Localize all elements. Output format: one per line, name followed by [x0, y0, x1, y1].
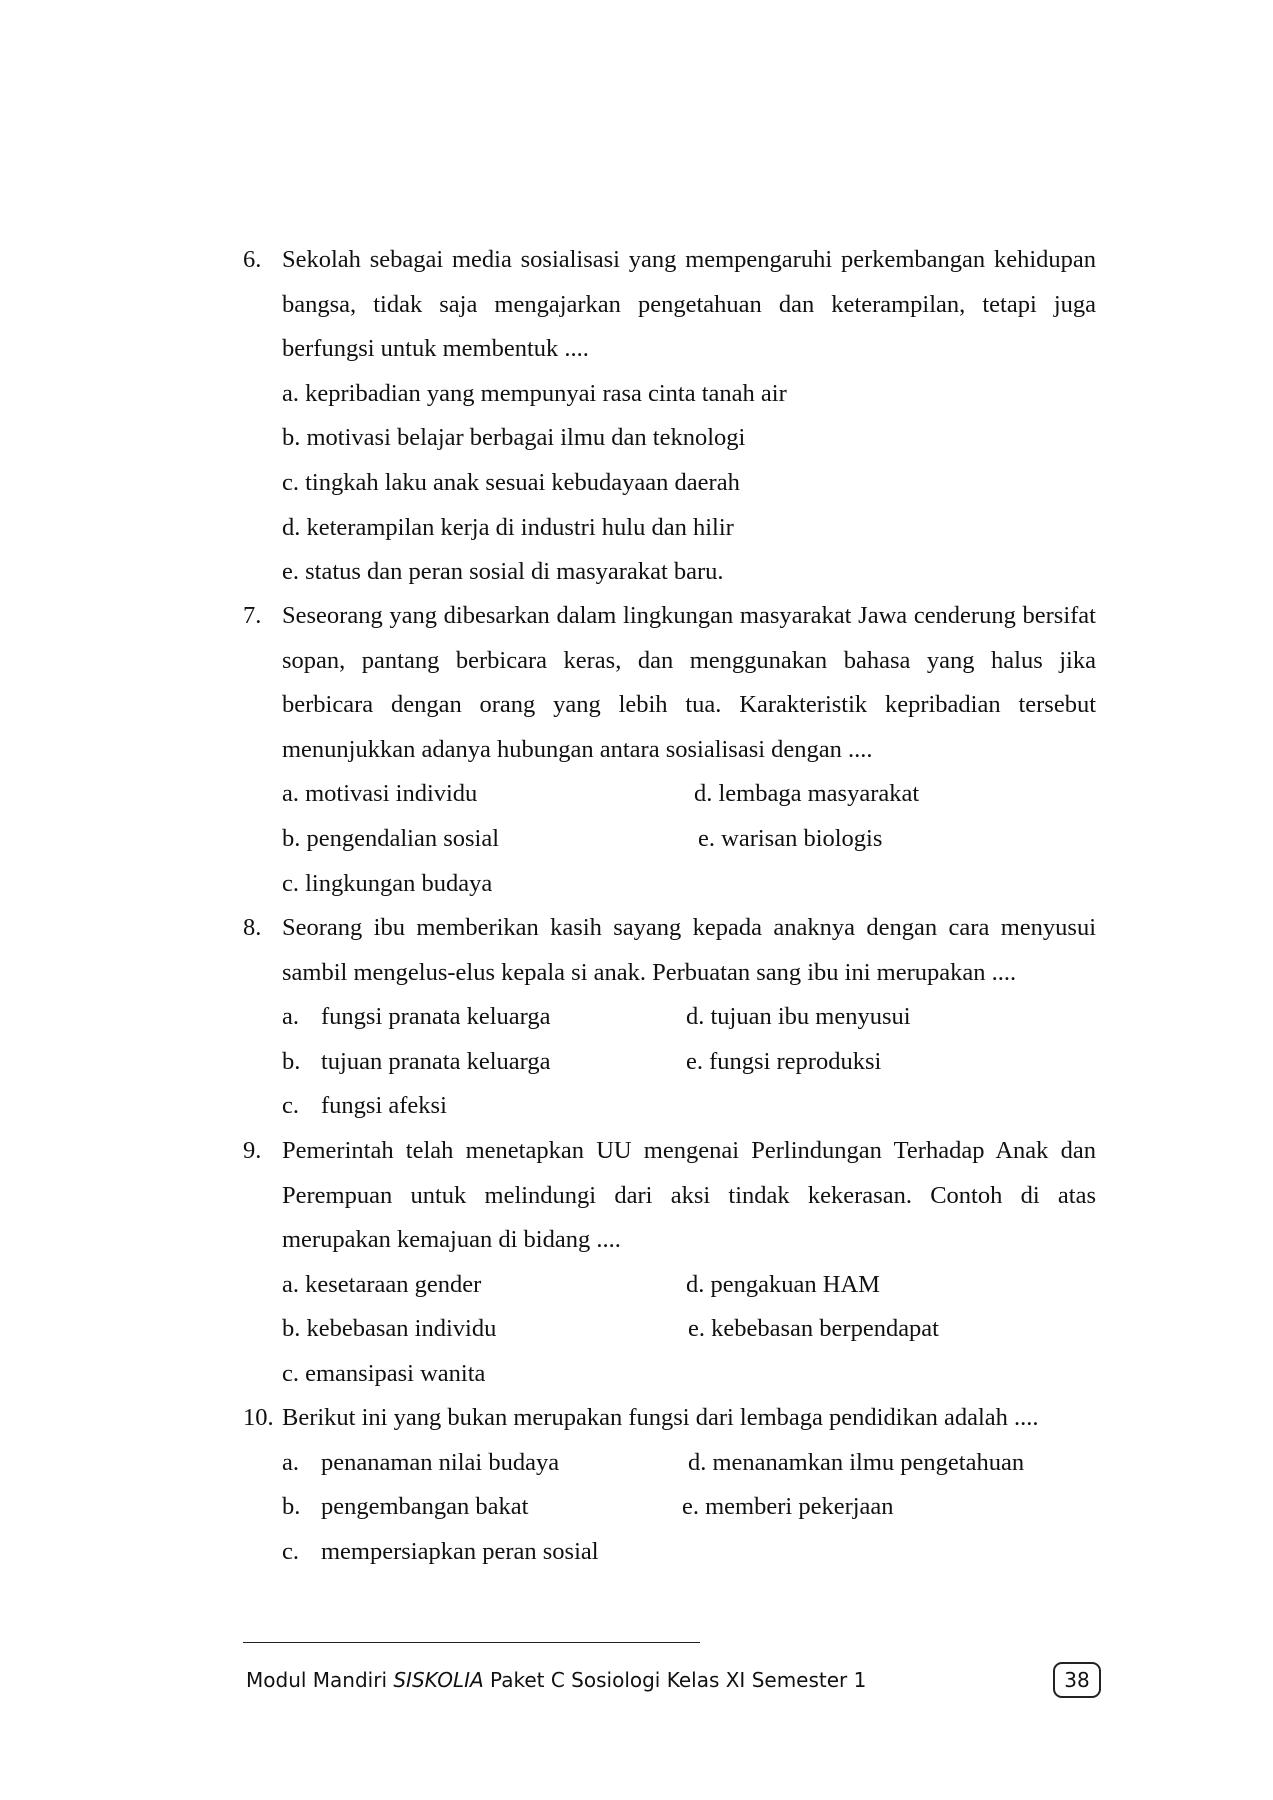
option-a: a. motivasi individu — [282, 780, 478, 808]
question-number: 7. — [243, 602, 262, 629]
option-c: c. tingkah laku anak sesuai kebudayaan daerah — [282, 468, 740, 496]
footer-text — [246, 1668, 866, 1692]
question-number: 9. — [243, 1137, 262, 1164]
footer-suffix: Paket C Sosiologi Kelas XI Semester 1 — [483, 1668, 867, 1692]
question-stem: Sekolah sebagai media sosialisasi yang mempengaruhi perkembangan kehidupan bangsa, tidak saja mengajarkan pengetahuan dan keterampilan, tetapi juga berfungsi untuk membentuk .... — [282, 246, 1096, 363]
option-b-label: b. — [282, 1493, 301, 1521]
question-number: 10. — [243, 1404, 274, 1431]
question-number: 8. — [243, 914, 262, 941]
question-6 — [243, 238, 1096, 595]
option-a: fungsi pranata keluarga — [321, 1003, 551, 1031]
option-row — [282, 1530, 1096, 1575]
option-row — [282, 1307, 1096, 1352]
option-c: fungsi afeksi — [321, 1092, 447, 1120]
option-row — [282, 1040, 1096, 1085]
page-number: 38 — [1053, 1662, 1101, 1698]
option-e: e. warisan biologis — [698, 824, 883, 852]
option-row — [282, 1263, 1096, 1308]
footer-prefix: Modul Mandiri — [246, 1668, 394, 1692]
footer-divider — [243, 1642, 700, 1643]
option-d: d. tujuan ibu menyusui — [686, 1003, 911, 1031]
option-d: d. menanamkan ilmu pengetahuan — [688, 1448, 1025, 1476]
option-e: e. status dan peran sosial di masyarakat baru. — [282, 558, 724, 586]
option-row — [282, 995, 1096, 1040]
option-row — [282, 772, 1096, 817]
question-10 — [243, 1396, 1096, 1574]
option-row — [282, 817, 1096, 862]
option-a-label: a. — [282, 1448, 299, 1476]
option-a: penanaman nilai budaya — [321, 1448, 560, 1476]
option-row — [282, 1441, 1096, 1486]
option-c: mempersiapkan peran sosial — [321, 1537, 599, 1565]
question-number: 6. — [243, 246, 262, 273]
option-b: b. kebebasan individu — [282, 1315, 497, 1343]
question-stem: Seorang ibu memberikan kasih sayang kepada anaknya dengan cara menyusui sambil mengelus-elus kepala si anak. Perbuatan sang ibu ini merupakan .... — [282, 914, 1096, 986]
option-e: e. kebebasan berpendapat — [688, 1315, 939, 1343]
option-c: c. emansipasi wanita — [282, 1359, 486, 1387]
option-b: b. motivasi belajar berbagai ilmu dan teknologi — [282, 424, 746, 452]
question-stem: Seseorang yang dibesarkan dalam lingkungan masyarakat Jawa cenderung bersifat sopan, pantang berbicara keras, dan menggunakan bahasa yang halus jika berbicara dengan orang yang lebih tua. Karakteristik kepribadian tersebut menunjukkan adanya hubungan antara sosialisasi dengan .... — [282, 602, 1096, 763]
option-d: d. keterampilan kerja di industri hulu dan hilir — [282, 513, 734, 541]
option-c-label: c. — [282, 1092, 299, 1120]
option-row — [282, 1084, 1096, 1129]
question-8 — [243, 906, 1096, 1129]
option-b: tujuan pranata keluarga — [321, 1047, 551, 1075]
option-e: e. fungsi reproduksi — [686, 1047, 882, 1075]
question-7 — [243, 594, 1096, 906]
option-c-label: c. — [282, 1537, 299, 1565]
question-stem: Berikut ini yang bukan merupakan fungsi dari lembaga pendidikan adalah .... — [282, 1404, 1039, 1431]
option-b: pengembangan bakat — [321, 1493, 529, 1521]
option-a: a. kepribadian yang mempunyai rasa cinta tanah air — [282, 379, 787, 407]
option-row — [282, 1485, 1096, 1530]
option-a-label: a. — [282, 1003, 299, 1031]
option-b-label: b. — [282, 1047, 301, 1075]
option-d: d. lembaga masyarakat — [694, 780, 920, 808]
question-9 — [243, 1129, 1096, 1397]
option-c: c. lingkungan budaya — [282, 869, 493, 897]
option-a: a. kesetaraan gender — [282, 1270, 482, 1298]
footer-brand: SISKOLIA — [393, 1668, 484, 1692]
option-d: d. pengakuan HAM — [686, 1270, 880, 1298]
option-e: e. memberi pekerjaan — [682, 1493, 894, 1521]
option-b: b. pengendalian sosial — [282, 824, 500, 852]
question-stem: Pemerintah telah menetapkan UU mengenai Perlindungan Terhadap Anak dan Perempuan untuk melindungi dari aksi tindak kekerasan. Contoh di atas merupakan kemajuan di bidang .... — [282, 1137, 1096, 1254]
